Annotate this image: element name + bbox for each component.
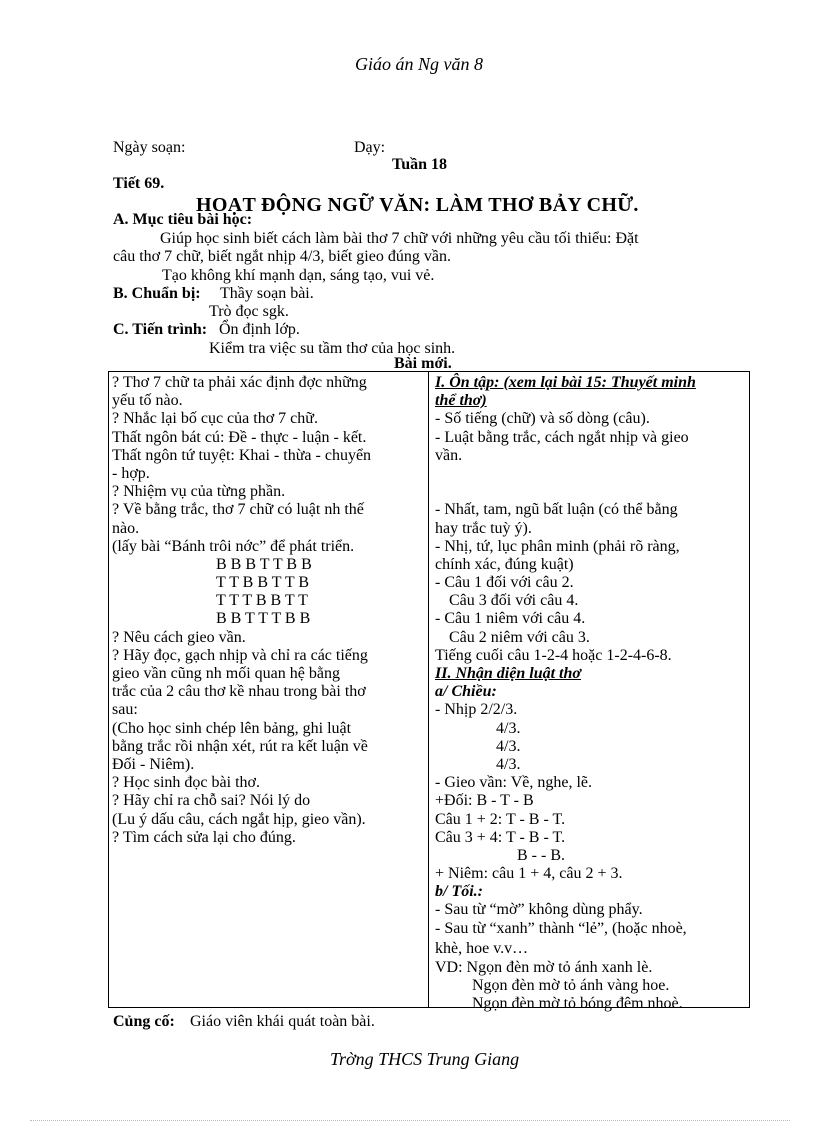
consolidation-label: Củng cố: <box>113 1013 175 1030</box>
right-line: - Nhị, tứ, lục phân minh (phải rõ ràng, <box>435 537 680 555</box>
section-a-heading: A. Mục tiêu bài học: <box>113 211 253 228</box>
right-line: 4/3. <box>496 737 521 755</box>
right-line: 4/3. <box>496 755 521 773</box>
right-line: - Sau từ “xanh” thành “lẻ”, (hoặc nhoè, <box>435 919 687 937</box>
section-a-line2: câu thơ 7 chữ, biết ngắt nhịp 4/3, biết gieo đúng vần. <box>113 248 451 265</box>
teacher-column <box>112 374 426 847</box>
right-line: Tiếng cuối câu 1-2-4 hoặc 1-2-4-6-8. <box>435 646 672 664</box>
section-i-heading: I. Ôn tập: (xem lại bài 15: Thuyết minh <box>435 374 696 391</box>
week-label: Tuần 18 <box>392 156 447 173</box>
left-line: yếu tố nào. <box>112 392 183 410</box>
left-line: bằng trắc rồi nhận xét, rút ra kết luận về <box>112 737 368 755</box>
right-line: 4/3. <box>496 719 521 737</box>
new-lesson-label: Bài mới. <box>394 355 452 372</box>
subsection-b-heading: b/ Tối.: <box>435 883 483 901</box>
right-line: - Câu 1 niêm với câu 4. <box>435 610 586 628</box>
page-bottom-rule <box>30 1120 790 1121</box>
page-title: HOẠT ĐỘNG NGỮ VĂN: LÀM THƠ BẢY CHỮ. <box>196 194 639 216</box>
right-line: VD: Ngọn đèn mờ tỏ ánh xanh lè. <box>435 958 653 976</box>
left-line: (Lu ý dấu câu, cách ngắt hịp, gieo vần). <box>112 810 366 828</box>
right-line: - Nhất, tam, ngũ bất luận (có thể bằng <box>435 501 678 519</box>
left-line: ? Tìm cách sửa lại cho đúng. <box>112 828 296 846</box>
page-footer: Trờng THCS Trung Giang <box>330 1049 520 1069</box>
left-line: ? Nêu cách gieo vần. <box>112 628 246 646</box>
section-b-student: Trò đọc sgk. <box>209 303 289 320</box>
left-line: ? Về bằng trắc, thơ 7 chữ có luật nh thế <box>112 501 364 519</box>
section-i-heading-cont: thể thơ) <box>435 392 487 410</box>
section-a-line3: Tạo không khí mạnh dạn, sáng tạo, vui vẻ. <box>162 267 435 284</box>
right-line: Ngọn đèn mờ tỏ ánh vàng hoe. <box>472 977 670 994</box>
left-line: Thất ngôn tứ tuyệt: Khai - thừa - chuyển <box>112 446 372 464</box>
right-line: Ngọn đèn mờ tỏ bóng đêm nhoè. <box>472 995 683 1013</box>
blank-line <box>435 465 747 483</box>
meter-line: T T T B B T T <box>216 592 308 610</box>
left-line: ? Học sinh đọc bài thơ. <box>112 774 260 792</box>
left-line: trắc của 2 câu thơ kề nhau trong bài thơ <box>112 683 366 701</box>
lesson-label: Tiết 69. <box>113 175 165 192</box>
section-ii-heading: II. Nhận diện luật thơ <box>435 665 581 682</box>
right-line: - Sau từ “mờ” không dùng phẩy. <box>435 901 643 919</box>
section-c-heading: C. Tiến trình: <box>113 321 208 338</box>
table-divider <box>428 372 429 1007</box>
date-label: Ngày soạn: <box>113 139 186 156</box>
left-line: ? Thơ 7 chữ ta phải xác định đợc những <box>112 374 367 391</box>
right-line: Câu 3 đối với câu 4. <box>449 592 579 610</box>
content-column <box>435 374 747 1013</box>
meter-line: B B B T T B B <box>216 555 312 573</box>
left-line: ? Hãy chỉ ra chỗ sai? Nói lý do <box>112 792 311 810</box>
right-line: khè, hoe v.v… <box>435 939 529 957</box>
meter-line: B B T T T B B <box>216 610 311 628</box>
right-line: + Niêm: câu 1 + 4, câu 2 + 3. <box>435 865 623 883</box>
page-header: Giáo án Ng văn 8 <box>355 54 483 74</box>
section-b-teacher: Thầy soạn bài. <box>220 285 314 302</box>
subsection-a-heading: a/ Chiều: <box>435 683 497 701</box>
meter-line: T T B B T T B <box>216 574 310 592</box>
left-line: ? Hãy đọc, gạch nhịp và chỉ ra các tiếng <box>112 646 368 664</box>
right-line: Câu 3 + 4: T - B - T. <box>435 828 566 846</box>
right-line: - Nhịp 2/2/3. <box>435 701 518 719</box>
blank-line <box>435 483 747 501</box>
right-line: B - - B. <box>517 846 565 864</box>
teach-label: Dạy: <box>354 139 386 156</box>
consolidation-text: Giáo viên khái quát toàn bài. <box>190 1013 375 1030</box>
section-b-heading: B. Chuẩn bị: <box>113 285 201 302</box>
left-line: gieo vần cũng nh mối quan hệ bằng <box>112 665 340 682</box>
left-line: (lấy bài “Bánh trôi nớc” để phát triển. <box>112 537 355 555</box>
right-line: - Gieo vần: Về, nghe, lẽ. <box>435 774 592 792</box>
right-line: Câu 1 + 2: T - B - T. <box>435 810 566 828</box>
right-line: - Câu 1 đối với câu 2. <box>435 574 574 592</box>
left-line: - hợp. <box>112 464 150 482</box>
left-line: (Cho học sinh chép lên bảng, ghi luật <box>112 719 352 737</box>
right-line: - Luật bằng trắc, cách ngắt nhịp và gieo <box>435 428 689 446</box>
left-line: Thất ngôn bát cú: Đề - thực - luận - kết. <box>112 428 367 446</box>
section-a-line1: Giúp học sinh biết cách làm bài thơ 7 chữ với những yêu cầu tối thiểu: Đặt <box>160 230 639 247</box>
right-line: +Đối: B - T - B <box>435 792 534 810</box>
left-line: sau: <box>112 701 138 719</box>
section-c-step1: Ổn định lớp. <box>219 321 300 338</box>
right-line: - Số tiếng (chữ) và số dòng (câu). <box>435 410 650 428</box>
right-line: chính xác, đúng kuật) <box>435 555 574 573</box>
left-line: ? Nhắc lại bố cục của thơ 7 chữ. <box>112 410 318 428</box>
left-line: nào. <box>112 519 140 537</box>
right-line: hay trắc tuỳ ý). <box>435 519 532 537</box>
right-line: vần. <box>435 446 463 464</box>
section-c-step2: Kiểm tra việc su tầm thơ của học sinh. <box>209 340 456 357</box>
right-line: Câu 2 niêm với câu 3. <box>449 628 590 646</box>
left-line: Đối - Niêm). <box>112 755 195 773</box>
lesson-table <box>108 371 750 1013</box>
left-line: ? Nhiệm vụ của từng phần. <box>112 483 286 501</box>
